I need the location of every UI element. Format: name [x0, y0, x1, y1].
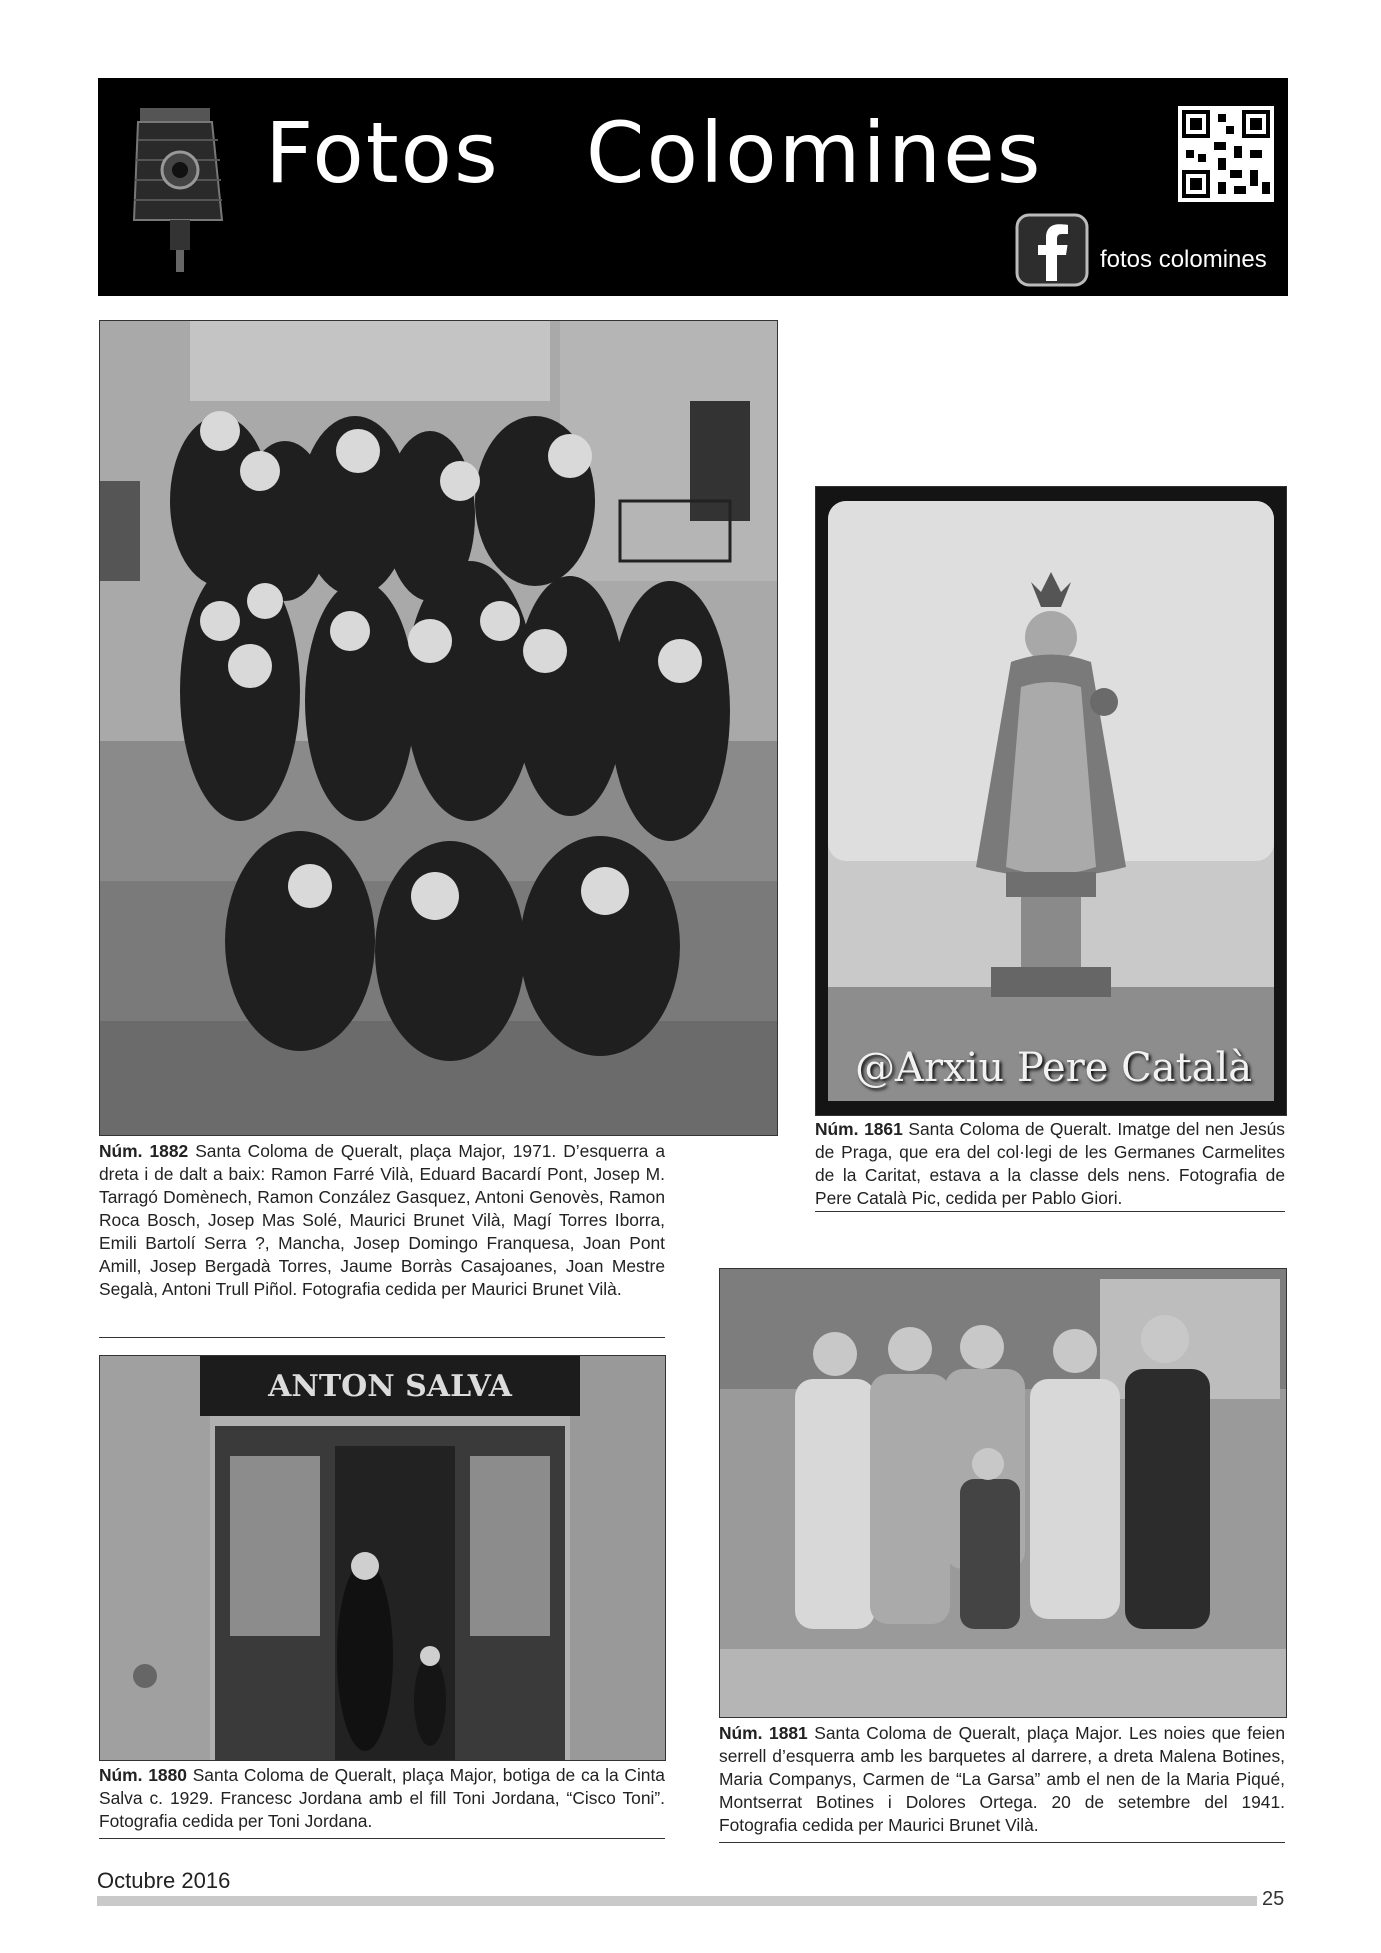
photo-group-1971	[99, 320, 778, 1136]
shop-sign: ANTON SALVA	[268, 1369, 512, 1404]
caption-1882	[99, 1140, 665, 1301]
caption-text: Santa Coloma de Queralt, plaça Major, 1971. D’esquerra a dreta i de dalt a baix: Ramon Farré Vilà, Eduard Bacardí Pont, Josep M. Tarragó Domènech, Ramon Conzález Gasquez, Antoni Genovès, Ramon Roca Bosch, Josep Mas Solé, Maurici Brunet Vilà, Magí Torres Iborra, Emili Bartolí Serra ?, Mancha, Josep Domingo Franquesa, Joan Pont Amill, Josep Bergadà Torres, Jaume Borràs Casajoanes, Joan Mestre Segalà, Antoni Trull Piñol. Fotografia cedida per Maurici Brunet Vilà.	[99, 1141, 665, 1299]
caption-divider	[719, 1842, 1285, 1843]
caption-1880	[99, 1764, 665, 1833]
footer-date: Octubre 2016	[97, 1868, 231, 1893]
photo-statue-jesus-praga	[815, 486, 1287, 1116]
caption-number: Núm. 1880	[99, 1765, 187, 1785]
caption-text: Santa Coloma de Queralt. Imatge del nen Jesús de Praga, que era del col·legi de les Germanes Carmelites de la Caritat, estava a la classe dels nens. Fotografia de Pere Català Pic, cedida per Pablo Giori.	[815, 1119, 1286, 1208]
page-title: Fotos Colomines	[265, 104, 1043, 202]
caption-1881	[719, 1722, 1285, 1837]
qr-code-icon[interactable]	[1178, 106, 1274, 202]
caption-number: Núm. 1861	[815, 1119, 903, 1139]
photo-watermark: @Arxiu Pere Català	[855, 1045, 1253, 1091]
facebook-icon[interactable]	[1015, 213, 1089, 287]
photo-girls-1941	[719, 1268, 1287, 1718]
footer-bar	[97, 1896, 1257, 1906]
camera-icon	[130, 100, 230, 275]
page-number: 25	[1262, 1888, 1285, 1910]
caption-divider	[99, 1337, 665, 1338]
caption-divider	[99, 1838, 665, 1839]
facebook-label[interactable]: fotos colomines	[1100, 246, 1267, 273]
caption-text: Santa Coloma de Queralt, plaça Major, botiga de ca la Cinta Salva c. 1929. Francesc Jordana amb el fill Toni Jordana, “Cisco Toni”. Fotografia cedida per Toni Jordana.	[99, 1765, 665, 1831]
photo-shop-anton-salva	[99, 1355, 666, 1761]
caption-number: Núm. 1881	[719, 1723, 808, 1743]
caption-number: Núm. 1882	[99, 1141, 189, 1161]
caption-1861	[815, 1118, 1285, 1210]
caption-divider	[815, 1211, 1285, 1212]
caption-text: Santa Coloma de Queralt, plaça Major. Les noies que feien serrell d’esquerra amb les barquetes al darrere, a dreta Malena Botines, Maria Companys, Carmen de “La Garsa” amb el nen de la Maria Piqué, Montserrat Botines i Dolores Ortega. 20 de setembre del 1941. Fotografia cedida per Maurici Brunet Vilà.	[719, 1723, 1285, 1835]
